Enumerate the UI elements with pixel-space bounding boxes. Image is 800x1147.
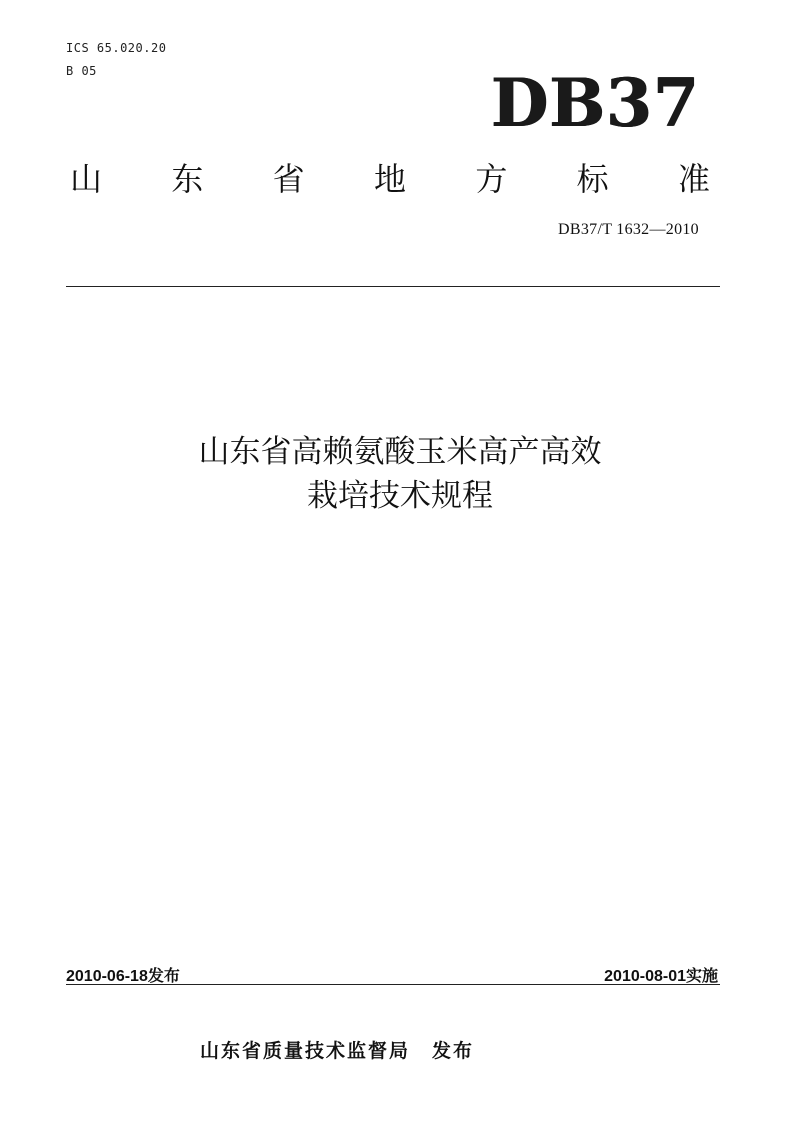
publisher-name: 山东省质量技术监督局 (200, 1040, 411, 1062)
standard-type-char: 准 (677, 160, 710, 198)
document-title (0, 430, 800, 518)
bottom-divider (66, 984, 720, 985)
standard-code: DB37/T 1632—2010 (558, 221, 699, 238)
implementation-date: 2010-08-01实施 (604, 968, 718, 985)
standard-type-char: 东 (171, 160, 204, 198)
title-line-1: 山东省高赖氨酸玉米高产高效 (198, 434, 602, 470)
standard-type-char: 省 (272, 160, 305, 198)
title-line-2: 栽培技术规程 (307, 478, 493, 514)
standard-type-char: 标 (576, 160, 609, 198)
publisher-suffix: 发布 (432, 1040, 475, 1062)
ccs-code: B 05 (66, 64, 97, 78)
top-divider (66, 286, 720, 287)
publisher-line (200, 1036, 474, 1063)
standard-type-char: 方 (475, 160, 508, 198)
ics-code: ICS 65.020.20 (66, 41, 167, 55)
standard-type-char: 地 (373, 160, 406, 198)
db37-logo: DB37 (491, 64, 700, 142)
standard-type-char: 山 (70, 160, 103, 198)
issue-date: 2010-06-18发布 (66, 968, 180, 985)
standard-type-heading (70, 154, 710, 200)
